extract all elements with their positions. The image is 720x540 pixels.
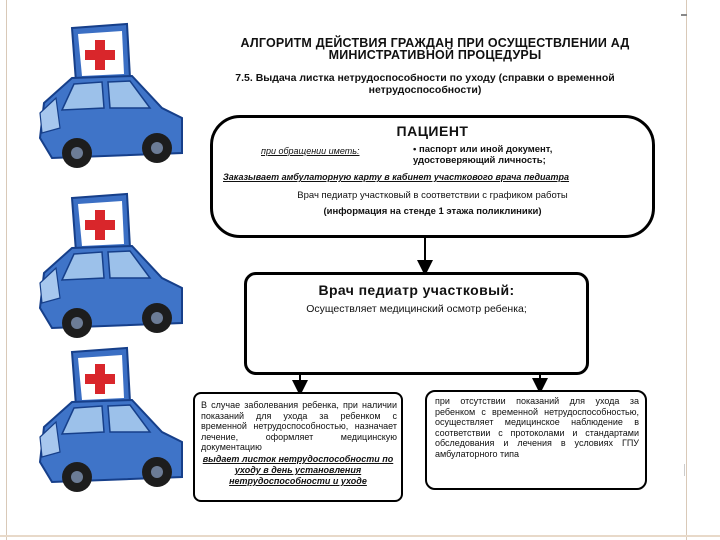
when-applying-label: при обращении иметь: [261,146,360,156]
doctor-box [244,272,589,375]
order-card-text: Заказывает амбулаторную карту в кабинет участкового врача педиатра [223,172,570,182]
diagram-title: АЛГОРИТМ ДЕЙСТВИЯ ГРАЖДАН ПРИ ОСУЩЕСТВЛЕНИИ АД МИНИСТРАТИВНОЙ ПРОЦЕДУРЫ [240,36,630,62]
patient-box [210,115,655,238]
doctor-heading: Врач педиатр участковый: [318,282,515,298]
illness-case-box [193,392,403,502]
doctor-exam-text: Осуществляет медицинский осмотр ребенка; [306,303,527,315]
no-indications-text: при отсутствии показаний для ухода за ребенком с временной нетрудоспособностью, осуществляет медицинское наблюдение в соответствии с протоколами и стандартами обследования и лечения в условиях ГПУ амбулаторного типа [435,396,639,459]
issue-sick-leave-text: выдает листок нетрудоспособности по уходу в день установления нетрудоспособности и уходе [202,454,394,486]
info-stand-text: (информация на стенде 1 этажа поликлиники) [323,206,542,217]
no-indications-box [425,390,647,490]
illness-case-text: В случае заболевания ребенка, при наличии показаний для ухода за ребенком с временной нетрудоспособностью, назначает лечение, оформляет медицинскую документацию [201,400,397,452]
diagram-subtitle: 7.5. Выдача листка нетрудоспособности по уходу (справки о временной нетрудоспособности) [235,72,615,96]
patient-heading: ПАЦИЕНТ [396,123,469,139]
doctor-schedule-text: Врач педиатр участковый в соответствии с графиком работы [297,190,568,201]
document-requirement: • паспорт или иной документ, удостоверяющий личность; [413,144,553,166]
